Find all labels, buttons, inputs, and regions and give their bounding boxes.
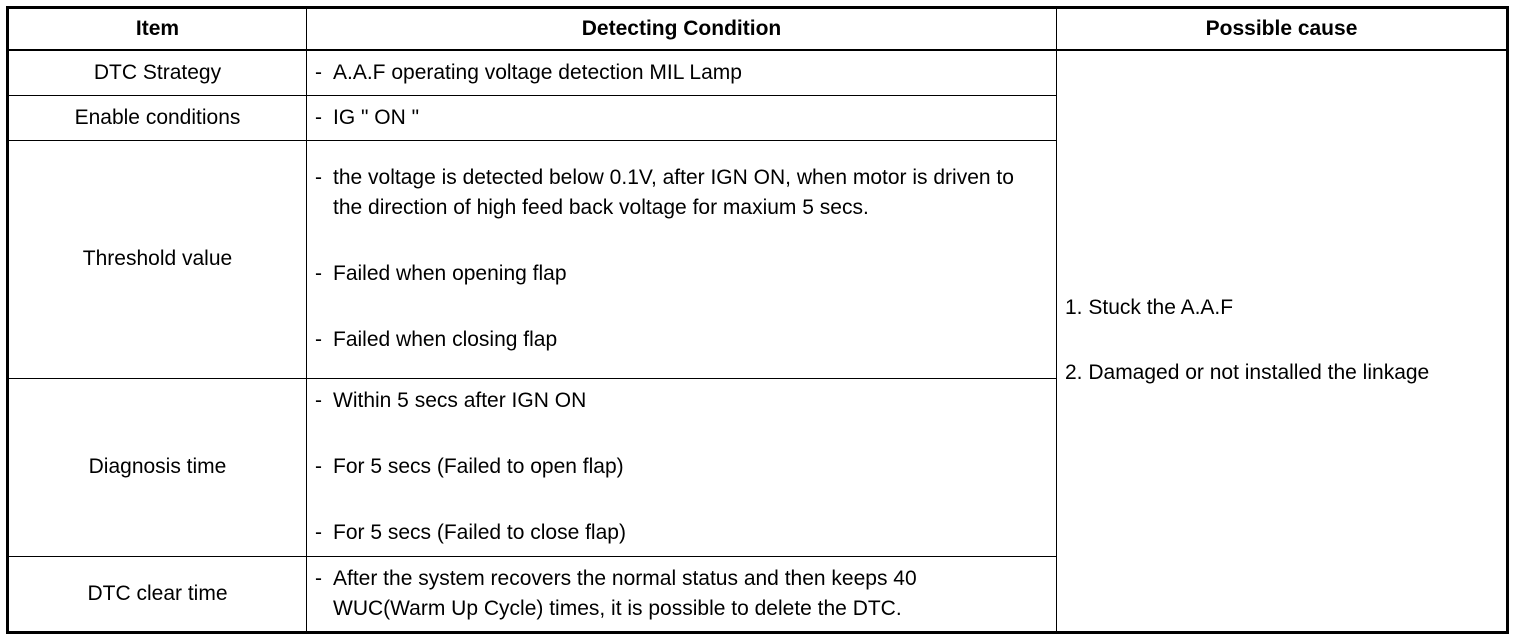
possible-cause-cell (1057, 50, 1508, 632)
bullet-dash: - (315, 455, 322, 478)
item-dtc-clear-time: DTC clear time (8, 556, 307, 632)
bullet-dash: - (315, 521, 322, 544)
condition-diagnosis-time (307, 378, 1057, 556)
item-diagnosis-time: Diagnosis time (8, 378, 307, 556)
condition-dtc-strategy (307, 50, 1057, 95)
condition-text: Within 5 secs after IGN ON (333, 389, 587, 412)
condition-text: Failed when opening flap (333, 262, 567, 285)
header-detecting-condition: Detecting Condition (307, 8, 1057, 51)
condition-text: For 5 secs (Failed to close flap) (333, 521, 626, 544)
condition-bullet (315, 518, 1032, 548)
condition-bullet (315, 452, 1032, 482)
condition-dtc-clear-time (307, 556, 1057, 632)
bullet-dash: - (315, 105, 322, 129)
bullet-dash: - (315, 566, 322, 590)
header-possible-cause: Possible cause (1057, 8, 1508, 51)
cause-spacer (1065, 323, 1498, 358)
condition-bullet (315, 259, 1032, 289)
header-item: Item (8, 8, 307, 51)
condition-text: A.A.F operating voltage detection MIL Lamp (333, 60, 742, 84)
cause-2: 2. Damaged or not installed the linkage (1065, 361, 1430, 385)
spacer (315, 289, 1032, 325)
header-row (8, 8, 1508, 51)
condition-text: the voltage is detected below 0.1V, after IGN ON, when motor is driven to the direction of high feed back voltage for maxium 5 secs. (333, 166, 1014, 219)
condition-bullet (315, 564, 1032, 624)
bullet-dash: - (315, 60, 322, 84)
bullet-dash: - (315, 328, 322, 351)
row-dtc-strategy (8, 50, 1508, 95)
item-enable-conditions: Enable conditions (8, 95, 307, 140)
bullet-dash: - (315, 262, 322, 285)
item-threshold-value: Threshold value (8, 140, 307, 378)
condition-bullet (315, 386, 1032, 416)
condition-text: Failed when closing flap (333, 328, 558, 351)
condition-text: IG " ON " (333, 105, 420, 129)
spacer (315, 223, 1032, 259)
condition-bullet (315, 103, 1032, 133)
dtc-spec-table (6, 6, 1509, 634)
cause-1: 1. Stuck the A.A.F (1065, 296, 1234, 320)
condition-bullet (315, 58, 1032, 88)
condition-bullet (315, 163, 1032, 223)
spacer (315, 416, 1032, 452)
condition-bullet (315, 325, 1032, 355)
condition-text: After the system recovers the normal status and then keeps 40 WUC(Warm Up Cycle) times, it is possible to delete the DTC. (333, 566, 917, 620)
condition-text: For 5 secs (Failed to open flap) (333, 455, 624, 478)
bullet-dash: - (315, 166, 322, 189)
condition-threshold-value (307, 140, 1057, 378)
spacer (315, 482, 1032, 518)
item-dtc-strategy: DTC Strategy (8, 50, 307, 95)
condition-enable-conditions (307, 95, 1057, 140)
bullet-dash: - (315, 389, 322, 412)
